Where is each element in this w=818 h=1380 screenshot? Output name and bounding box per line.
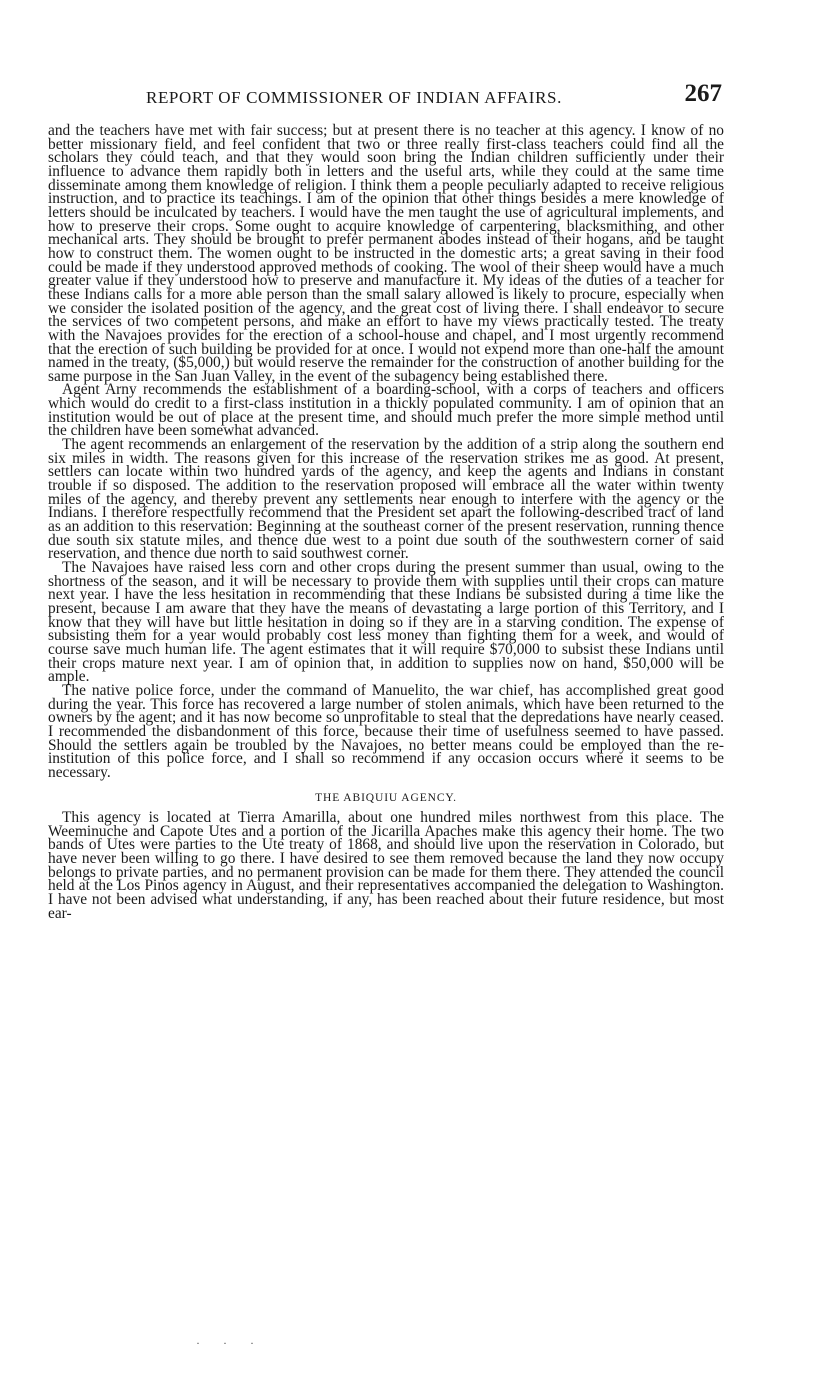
page-header (48, 80, 724, 114)
paragraph-subsistence: The Navajoes have raised less corn and other crops during the present summer than usual, owing to the shortness of the season, and it will be necessary to provide them with supplies until their crops can mature next year. I have the less hesitation in recommending that these Indians be subsisted during a time like the present, because I am aware that they have the means of devastating a large portion of this Territory, and I know that they will have but little hesitation in doing so if they are in a starving condition. The expense of subsisting them for a year would probably cost less money than fighting them for a week, and would of course save much human life. The agent estimates that it will require $70,000 to subsist these Indians until their crops mature next year. I am of opinion that, in addition to supplies now on hand, $50,000 will be ample. (48, 559, 724, 686)
paragraph-schools: and the teachers have met with fair success; but at present there is no teacher at this agency. I know of no better missionary field, and feel confident that two or three really first-class teachers could find all the scholars they could teach, and that they would soon bring the Indian children sufficiently under their influence to advance them rapidly both in letters and the useful arts, while they could at the same time disseminate among them knowledge of religion. I think them a people peculiarly adapted to receive religious instruction, and to practice its teachings. I am of the opinion that other things besides a mere knowledge of letters should be inculcated by teachers. I would have the men taught the use of agricultural implements, and how to preserve their crops. Some ought to acquire knowledge of carpentering, blacksmithing, and other mechanical arts. They should be brought to prefer permanent abodes instead of their hogans, and be taught how to construct them. The women ought to be instructed in the domestic arts; a great saving in their food could be made if they understood approved methods of cooking. The wool of their sheep would have a much greater value if they understood how to preserve and manufacture it. My ideas of the duties of a teacher for these Indians calls for a more able person than the small salary allowed is likely to procure, especially when we consider the isolated position of the agency, and the great cost of living there. I shall endeavor to secure the services of two competent persons, and make an effort to have my views practically tested. The treaty with the Navajoes provides for the erection of a school-house and chapel, and I most urgently recommend that the erection of such building be provided for at once. I would not expend more than one-half the amount named in the treaty, ($5,000,) but would reserve the remainder for the construction of another building for the same purpose in the San Juan Valley, in the event of the subagency being established there. (48, 122, 724, 385)
paragraph-boarding-school: Agent Arny recommends the establishment of a boarding-school, with a corps of teachers and officers which would do credit to a first-class institution in a thickly populated community. I am of opinion that an institution would be out of place at the present time, and should much prefer the more simple method until the children have been somewhat advanced. (48, 381, 724, 440)
paragraph-reservation-enlargement: The agent recommends an enlargement of the reservation by the addition of a strip along the southern end six miles in width. The reasons given for this increase of the reservation strikes me as good. At present, settlers can locate within two hundred yards of the agency, and keep the agents and Indians in constant trouble if so disposed. The addition to the reservation proposed will embrace all the water within twenty miles of the agency, and thereby prevent any settlements near enough to interfere with the agency or the Indians. I therefore respectfully recommend that the President set apart the following-described tract of land as an addition to this reservation: Beginning at the southeast corner of the present reservation, running thence due south six statute miles, and thence due west to a point due south of the southwestern corner of said reservation, and thence due north to said southwest corner. (48, 436, 724, 563)
page-smudge-dots: · · · (196, 1336, 264, 1350)
running-title: REPORT OF COMMISSIONER OF INDIAN AFFAIRS. (146, 88, 562, 107)
page-number: 267 (684, 80, 722, 107)
section-heading: THE ABIQUIU AGENCY. (315, 791, 457, 804)
paragraph-police-force: The native police force, under the command of Manuelito, the war chief, has accomplished great good during the year. This force has recovered a large number of stolen animals, which have been returned to the owners by the agent; and it has now become so unprofitable to steal that the depredations have nearly ceased. I recommended the disbandonment of this force, because their time of usefulness seemed to have passed. Should the settlers again be troubled by the Navajoes, no better means could be employed than the re-institution of this police force, and I shall so recommend if any occasion occurs where it seems to be necessary. (48, 681, 724, 781)
paragraph-abiquiu-agency: This agency is located at Tierra Amarilla, about one hundred miles northwest from this place. The Weeminuche and Capote Utes and a portion of the Jicarilla Apaches make this agency their home. The two bands of Utes were parties to the Ute treaty of 1868, and should live upon the reservation in Colorado, but have never been willing to go there. I have desired to see them removed because the land they now occupy belongs to private parties, and no permanent provision can be made for them there. They attended the council held at the Los Pinos agency in August, and their representatives accompanied the delegation to Washington. I have not been advised what understanding, if any, has been reached about their future residence, but most ear- (48, 809, 724, 922)
body-text (48, 124, 724, 920)
